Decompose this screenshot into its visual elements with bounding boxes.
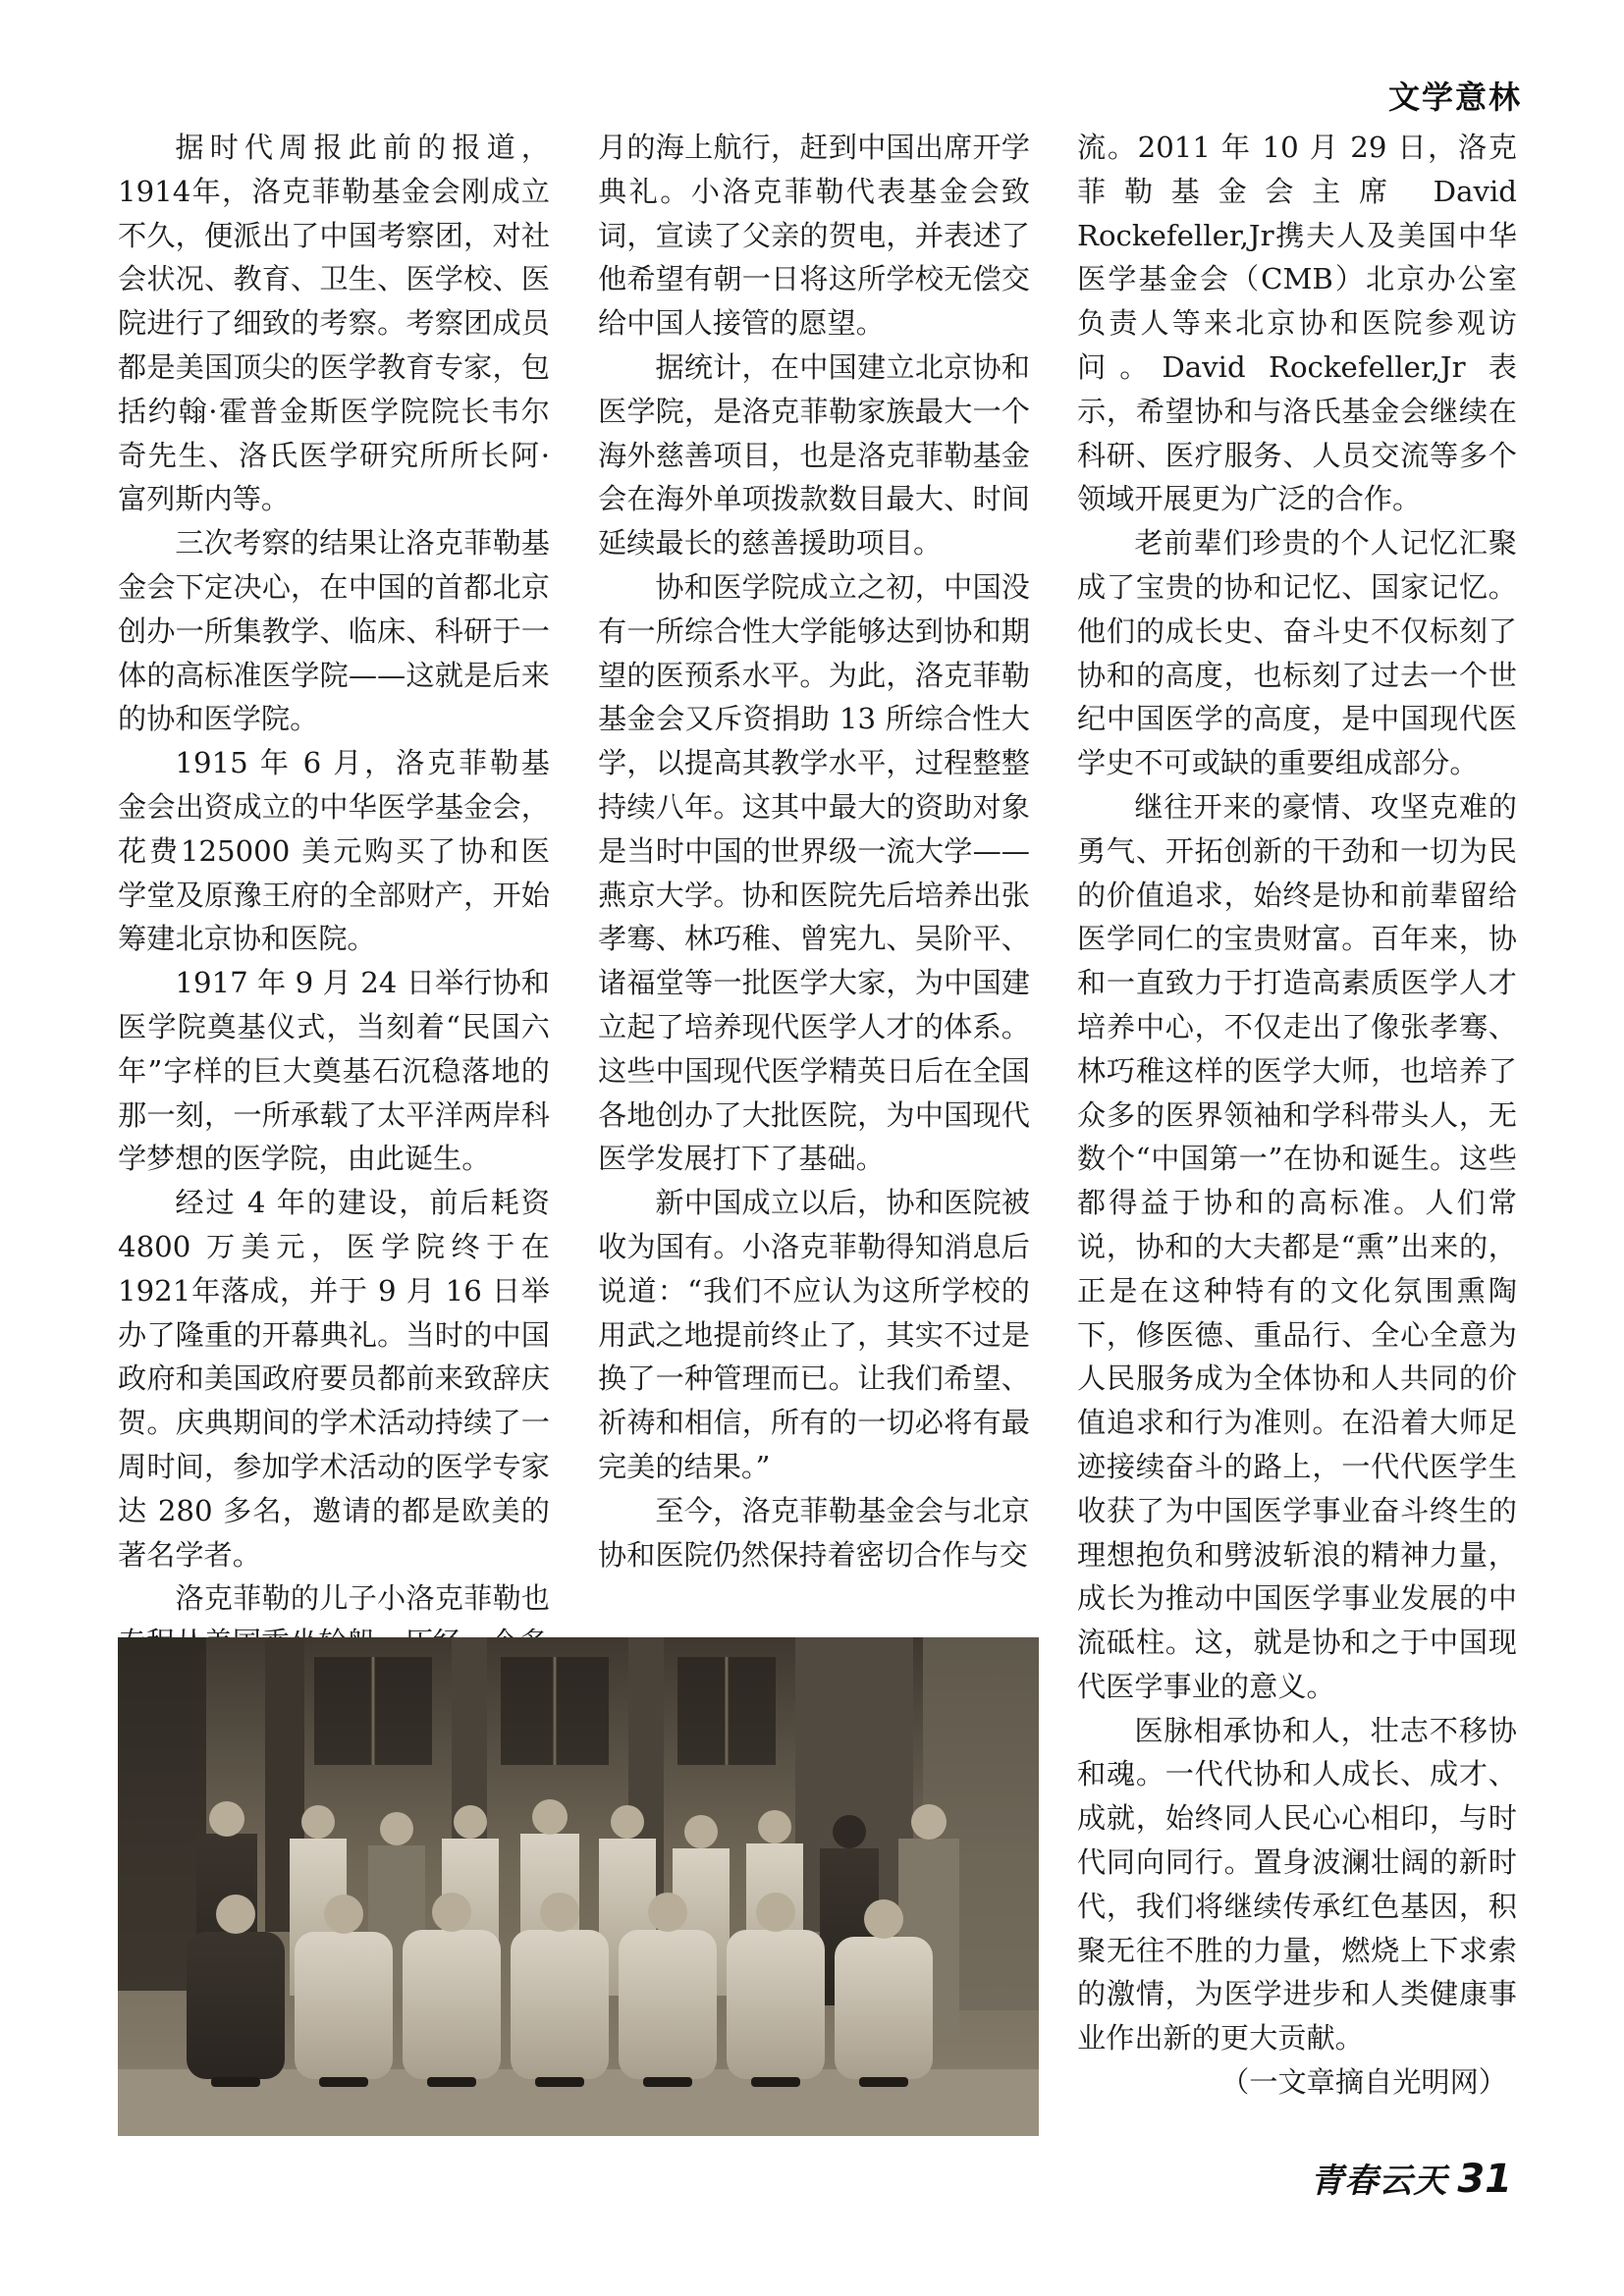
paragraph: 老前辈们珍贵的个人记忆汇聚成了宝贵的协和记忆、国家记忆。他们的成长史、奋斗史不仅标刻了协和的高度，也标刻了过去一个世纪中国医学的高度，是中国现代医学史不可或缺的重要组成部分。: [1077, 526, 1517, 780]
paragraph: 三次考察的结果让洛克菲勒基金会下定决心，在中国的首都北京创办一所集教学、临床、科研于一体的高标准医学院——这就是后来的协和医学院。: [118, 526, 550, 736]
text-column-2: [598, 126, 1030, 1576]
text-column-3: [1077, 126, 1517, 2105]
paragraph: 新中国成立以后，协和医院被收为国有。小洛克菲勒得知消息后说道：“我们不应认为这所学校的用武之地提前终止了，其实不过是换了一种管理而已。让我们希望、祈祷和相信，所有的一切必将有最完美的结果。”: [598, 1186, 1030, 1483]
paragraph-continued: 月的海上航行，赶到中国出席开学典礼。小洛克菲勒代表基金会致词，宣读了父亲的贺电，并表述了他希望有朝一日将这所学校无偿交给中国人接管的愿望。: [598, 131, 1030, 341]
page-number: 31: [1457, 2157, 1512, 2202]
text-column-1: [118, 126, 550, 1665]
historical-group-photo: [118, 1637, 1039, 2136]
paragraph: 洛克菲勒的儿子小洛克菲勒也: [175, 1581, 550, 1616]
paragraph: 1917 年 9 月 24 日举行协和医学院奠基仪式，当刻着“民国六年”字样的巨大奠基石沉稳落地的那一刻，一所承载了太平洋两岸科学梦想的医学院，由此诞生。: [118, 966, 550, 1176]
article-credit: （一文章摘自光明网）: [1220, 2065, 1507, 2100]
paragraph: 经过 4 年的建设，前后耗资4800 万美元，医学院终于在 1921年落成，并于 9 月 16 日举办了隆重的开幕典礼。当时的中国政府和美国政府要员都前来致辞庆贺。庆典期间的学术活动持续了一周时间，参加学术活动的医学专家达 280 多名，邀请的都是欧美的著名学者。: [118, 1186, 550, 1572]
magazine-name: 青春云天: [1310, 2162, 1448, 2201]
paragraph: 协和医学院成立之初，中国没有一所综合性大学能够达到协和期望的医预系水平。为此，洛克菲勒基金会又斥资捐助 13 所综合性大学，以提高其教学水平，过程整整持续八年。这其中最大的资助对象是当时中国的世界级一流大学——燕京大学。协和医院先后培养出张孝骞、林巧稚、曾宪九、吴阶平、诸福堂等一批医学大家，为中国建立起了培养现代医学人才的体系。这些中国现代医学精英日后在全国各地创办了大批医院，为中国现代医学发展打下了基础。: [598, 569, 1030, 1176]
paragraph: 据时代周报此前的报道，1914年，洛克菲勒基金会刚成立不久，便派出了中国考察团，对社会状况、教育、卫生、医学校、医院进行了细致的考察。考察团成员都是美国顶尖的医学教育专家，包括约翰·霍普金斯医学院院长韦尔奇先生、洛氏医学研究所所长阿·富列斯内等。: [118, 131, 550, 516]
section-title: 文学意林: [1387, 79, 1522, 116]
paragraph: 医脉相承协和人，壮志不移协和魂。一代代协和人成长、成才、成就，始终同人民心心相印，与时代同向同行。置身波澜壮阔的新时代，我们将继续传承红色基因，积聚无往不胜的力量，燃烧上下求索的激情，为医学进步和人类健康事业作出新的更大贡献。: [1077, 1713, 1517, 2056]
paragraph: 至今，洛克菲勒基金会与北京协和医院仍然保持着密切合作与交: [598, 1493, 1030, 1572]
paragraph-continued: 流。2011 年 10 月 29 日，洛克菲勒基金会主席 David Rockefeller,Jr携夫人及美国中华医学基金会（CMB）北京办公室负责人等来北京协和医院参观访问。David Rockefeller,Jr 表示，希望协和与洛氏基金会继续在科研、医疗服务、人员交流等多个领域开展更为广泛的合作。: [1077, 131, 1517, 516]
paragraph: 继往开来的豪情、攻坚克难的勇气、开拓创新的干劲和一切为民的价值追求，始终是协和前辈留给医学同仁的宝贵财富。百年来，协和一直致力于打造高素质医学人才培养中心，不仅走出了像张孝骞、林巧稚这样的医学大师，也培养了众多的医界领袖和学科带头人，无数个“中国第一”在协和诞生。这些都得益于协和的高标准。人们常说，协和的大夫都是“熏”出来的，正是在这种特有的文化氛围熏陶下，修医德、重品行、全心全意为人民服务成为全体协和人共同的价值追求和行为准则。在沿着大师足迹接续奋斗的路上，一代代医学生收获了为中国医学事业奋斗终生的理想抱负和劈波斩浪的精神力量，成长为推动中国医学事业发展的中流砥柱。这，就是协和之于中国现代医学事业的意义。: [1077, 789, 1517, 1703]
page-footer: [1310, 2154, 1512, 2202]
paragraph: 1915 年 6 月，洛克菲勒基金会出资成立的中华医学基金会，花费125000 美元购买了协和医学堂及原豫王府的全部财产，开始筹建北京协和医院。: [118, 746, 550, 956]
paragraph: 据统计，在中国建立北京协和医学院，是洛克菲勒家族最大一个海外慈善项目，也是洛克菲勒基金会在海外单项拨款数目最大、时间延续最长的慈善援助项目。: [598, 349, 1030, 561]
